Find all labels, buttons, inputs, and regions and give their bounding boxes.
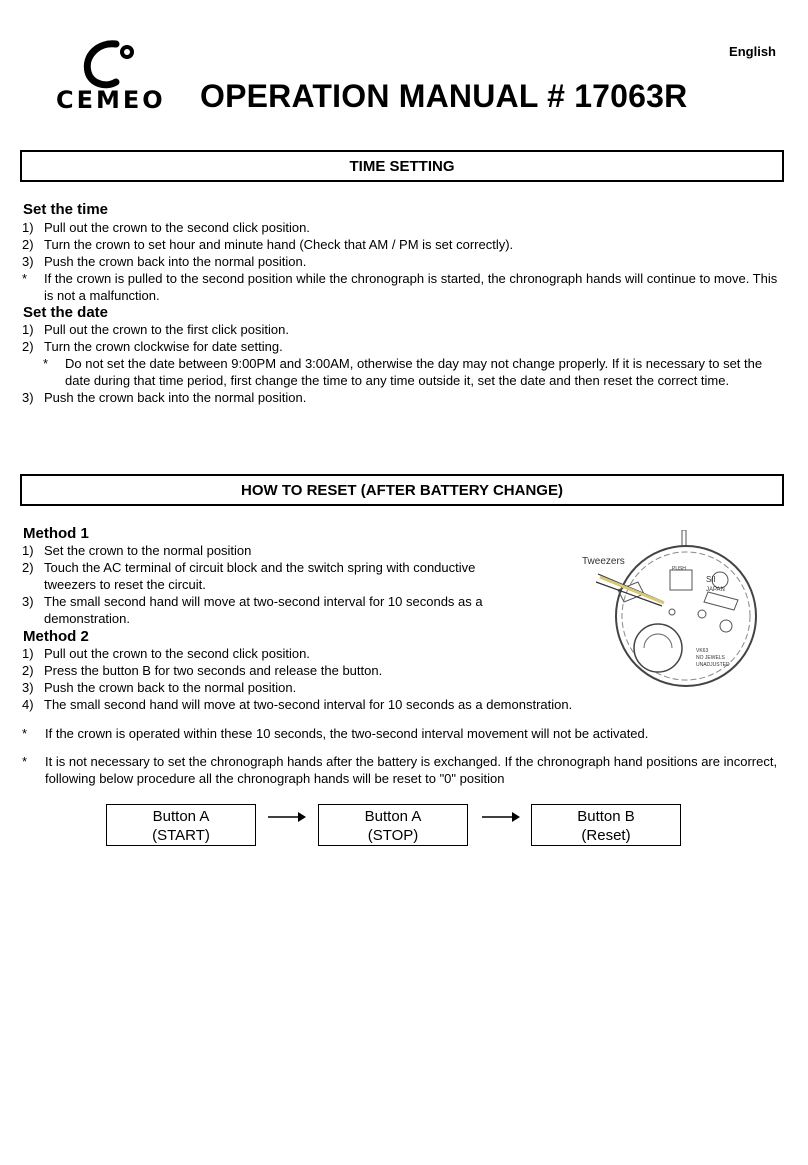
arrow-right-icon [482,810,520,824]
section-title: TIME SETTING [349,157,455,175]
flow-step-button-a-stop [318,804,468,846]
note-crown-operated: * If the crown is operated within these 10 seconds, the two-second interval movement will not be activated. [22,726,649,741]
list-set-date [22,321,782,406]
list-item: 1) Pull out the crown to the first click position. [22,322,289,337]
heading-set-date: Set the date [23,304,109,321]
list-item: 3) Push the crown back into the normal position. [22,390,307,405]
list-item: 2) Touch the AC terminal of circuit block and the switch spring with conductive tweezers to reset the circuit. [22,560,476,592]
flow-step-line: (Reset) [581,827,631,844]
model-label: VK63 [696,648,709,654]
list-item: 3) Push the crown back to the normal position. [22,680,297,695]
language-label: English [729,44,776,59]
section-header-reset [20,474,784,506]
list-item: 1) Set the crown to the normal position [22,543,252,558]
page-title: OPERATION MANUAL # 17063R [200,78,688,114]
list-item: * If the crown is pulled to the second position while the chronograph is started, the chronograph hands will continue to move. This is not a malfunction. [22,271,778,303]
watch-movement-diagram [578,530,774,688]
list-item: 3) The small second hand will move at two-second interval for 10 seconds as a demonstration. [22,594,483,626]
list-item: 4) The small second hand will move at two-second interval for 10 seconds as a demonstration. [22,697,573,712]
arrow-right-icon [268,810,306,824]
list-item: * Do not set the date between 9:00PM and 3:00AM, otherwise the day may not change properly. If it is necessary to set the date during that time period, first change the time to any time outside it, set the date and then reset the correct time. [43,356,763,388]
list-set-time [22,219,782,304]
section-header-time-setting [20,150,784,182]
flow-step-line: Button A [364,808,422,825]
note-chronograph-reset: * It is not necessary to set the chronograph hands after the battery is exchanged. If the chronograph hand positions are incorrect, following below procedure all the chronograph hands will be reset to "0" position [22,754,778,786]
heading-method-1: Method 1 [23,525,89,542]
flow-step-button-a-start [106,804,256,846]
list-item: 3) Push the crown back into the normal position. [22,254,307,269]
flow-step-button-b-reset [531,804,681,846]
cemeo-logo [54,38,172,114]
list-item: 2) Turn the crown clockwise for date setting. [22,339,283,354]
flow-step-line: Button B [577,808,635,825]
section-title: HOW TO RESET (AFTER BATTERY CHANGE) [241,481,563,499]
push-label: PUSH [672,566,686,572]
flow-step-line: (START) [152,827,210,844]
heading-set-time: Set the time [23,201,109,218]
unadjusted-label: UNADJUSTED [696,662,730,668]
heading-method-2: Method 2 [23,628,89,645]
list-item: 1) Pull out the crown to the second click position. [22,646,310,661]
flow-step-line: Button A [152,808,210,825]
maker-label: SII [706,575,716,584]
list-item: 2) Turn the crown to set hour and minute hand (Check that AM / PM is set correctly). [22,237,514,252]
country-label: JAPAN [706,587,725,593]
list-item: 1) Pull out the crown to the second click position. [22,220,310,235]
tweezers-label: Tweezers [582,556,625,567]
jewels-label: NO JEWELS [696,655,725,661]
svg-text:CEMEO: CEMEO [56,86,166,114]
list-method-1 [22,542,512,627]
list-item: 2) Press the button B for two seconds and release the button. [22,663,383,678]
flow-step-line: (STOP) [367,827,419,844]
